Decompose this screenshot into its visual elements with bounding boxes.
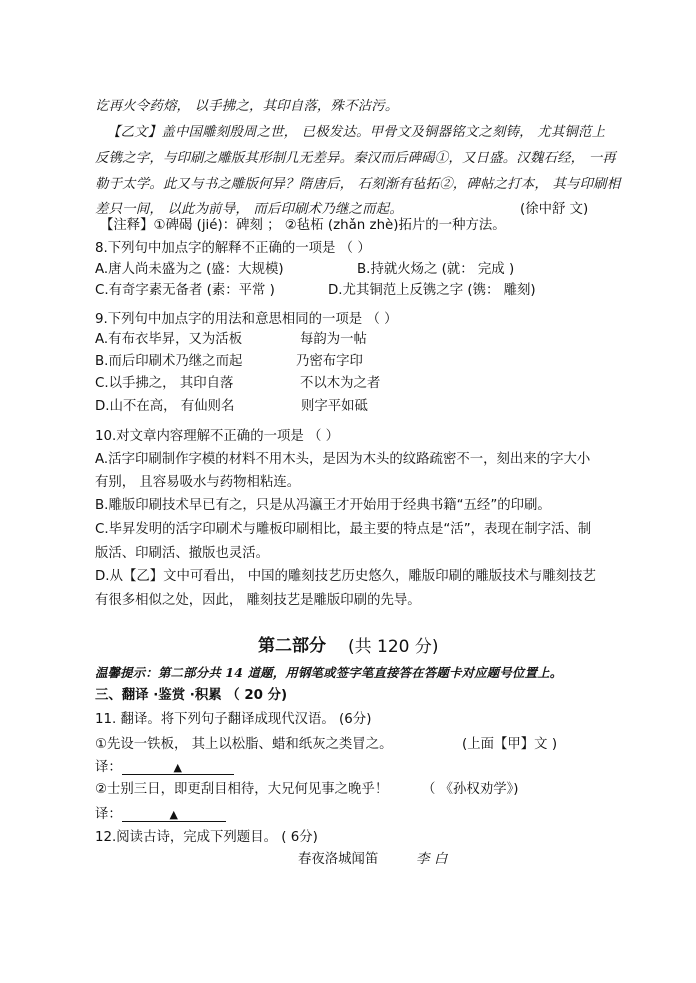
q9-option-c-right: 不以木为之者 bbox=[300, 376, 381, 391]
passage-line-2: 【乙文】盖中国雕刻殷周之世， 已极发达。甲骨文及铜器铭文之刻铸， 尤其铜范上 bbox=[107, 125, 606, 140]
part-two-title: 第二部分 bbox=[258, 636, 326, 656]
q9-option-b-right: 乃密布字印 bbox=[296, 354, 363, 369]
q9-option-d-right: 则字平如砥 bbox=[301, 399, 368, 414]
part-two-tip: 温馨提示：第二部分共 14 道题，用钢笔或签字笔直接答在答题卡对应题号位置上。 bbox=[95, 665, 563, 680]
passage-line-1: 讫再火令药熔， 以手拂之，其印自落，殊不沾污。 bbox=[95, 99, 399, 114]
section-three-heading: 三、翻译 ·鉴赏 ·积累 （ 20 分) bbox=[95, 688, 288, 703]
q11-stem: 11. 翻译。将下列句子翻译成现代汉语。 (6分) bbox=[95, 712, 372, 727]
answer-triangle-mark: ▲ bbox=[173, 761, 183, 774]
q11-sentence-1-source: (上面【甲】文 ) bbox=[462, 737, 558, 752]
q9-option-a-left: A.有布衣毕昇，又为活板 bbox=[95, 332, 243, 347]
q12-stem: 12.阅读古诗，完成下列题目。 ( 6分) bbox=[95, 830, 318, 845]
passage-line-4: 勒于太学。此又与书之雕版何异？隋唐后， 石刻渐有毡拓②，碑帖之打本， 其与印刷相 bbox=[95, 177, 621, 192]
q11-sentence-2-source: （ 《孙权劝学》) bbox=[422, 782, 519, 797]
q10-line-2: 有别， 且容易吸水与药物相粘连。 bbox=[95, 475, 301, 490]
passage-line-3: 反镌之字，与印刷之雕版其形制几无差异。秦汉而后碑碣①，又日盛。汉魏石经， 一再 bbox=[95, 151, 616, 166]
q11-answer-row-2 bbox=[95, 806, 226, 824]
q9-option-c-left: C.以手拂之， 其印自落 bbox=[95, 376, 234, 391]
q8-option-b: B.持就火炀之 (就： 完成 ) bbox=[357, 262, 515, 277]
answer-blank-2[interactable] bbox=[122, 807, 226, 822]
q8-option-c: C.有奇字素无备者 (素：平常 ) bbox=[95, 283, 275, 298]
q9-stem: 9.下列句中加点字的用法和意思相同的一项是 （ ） bbox=[95, 312, 398, 327]
q8-option-a: A.唐人尚未盛为之 (盛：大规模) bbox=[95, 262, 284, 277]
q10-line-7: 有很多相似之处，因此， 雕刻技艺是雕版印刷的先导。 bbox=[95, 593, 421, 608]
q11-sentence-2: ②士别三日，即更刮目相待，大兄何见事之晚乎！ bbox=[95, 782, 389, 797]
part-two-score: (共 120 分) bbox=[348, 637, 439, 657]
q9-option-b-left: B.而后印刷术乃继之而起 bbox=[95, 354, 243, 369]
poem-title: 春夜洛城闻笛 bbox=[298, 852, 379, 867]
q9-option-d-left: D.山不在高， 有仙则名 bbox=[95, 399, 235, 414]
q9-option-a-right: 每韵为一帖 bbox=[300, 332, 367, 347]
answer-triangle-mark: ▲ bbox=[169, 808, 179, 821]
q10-line-1: A.活字印刷制作字模的材料不用木头，是因为木头的纹路疏密不一，刻出来的字大小 bbox=[95, 452, 591, 467]
q10-line-4: C.毕昇发明的活字印刷术与雕板印刷相比，最主要的特点是“活”，表现在制字活、制 bbox=[95, 522, 592, 537]
footnote: 【注释】①碑碣 (jié)：碑刻 ； ②毡柘 (zhǎn zhè)拓片的一种方法。 bbox=[100, 218, 506, 233]
poem-author: 李 白 bbox=[416, 852, 448, 867]
q8-option-d: D.尤其铜范上反镌之字 (镌： 雕刻) bbox=[328, 283, 536, 298]
q11-answer-row-1 bbox=[95, 759, 234, 777]
passage-author: (徐中舒 文) bbox=[520, 202, 589, 217]
q10-stem: 10.对文章内容理解不正确的一项是 （ ） bbox=[95, 429, 340, 444]
q8-stem: 8.下列句中加点字的解释不正确的一项是 （ ） bbox=[95, 241, 371, 256]
q10-line-5: 版活、印刷活、撤版也灵活。 bbox=[95, 546, 270, 561]
passage-line-5: 差只一间， 以此为前导， 而后印刷术乃继之而起。 bbox=[95, 202, 403, 217]
translate-label: 译： bbox=[95, 807, 122, 822]
q10-line-3: B.雕版印刷技术早已有之，只是从冯瀛王才开始用于经典书籍“五经”的印刷。 bbox=[95, 498, 551, 513]
q11-sentence-1: ①先设一铁板， 其上以松脂、蜡和纸灰之类冒之。 bbox=[95, 737, 393, 752]
q10-line-6: D.从【乙】文中可看出， 中国的雕刻技艺历史悠久，雕版印刷的雕版技术与雕刻技艺 bbox=[95, 569, 596, 584]
answer-blank-1[interactable] bbox=[122, 760, 234, 775]
translate-label: 译： bbox=[95, 760, 122, 775]
